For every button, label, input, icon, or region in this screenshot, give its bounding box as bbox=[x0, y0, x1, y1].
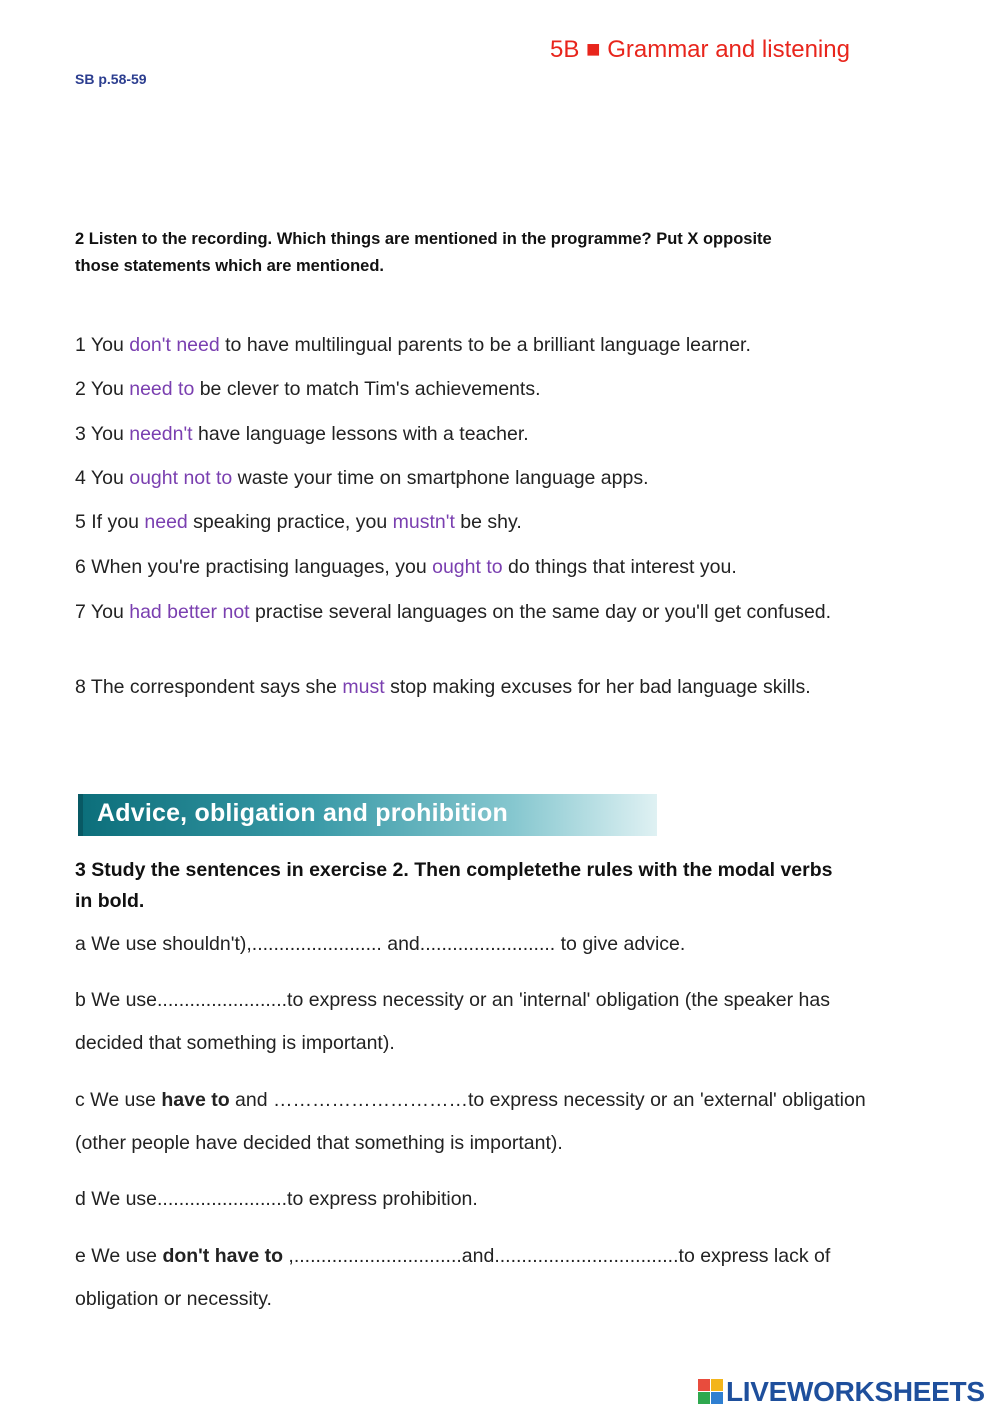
sentence-text: have language lessons with a teacher. bbox=[192, 423, 529, 445]
logo-squares-icon bbox=[698, 1379, 724, 1405]
exercise-2-instruction-line-2: those statements which are mentioned. bbox=[75, 257, 384, 275]
rule-text: c We use bbox=[75, 1089, 162, 1111]
page-title: 5B ■ Grammar and listening bbox=[550, 36, 850, 63]
section-banner bbox=[78, 794, 657, 836]
modal-verb: needn't bbox=[129, 423, 193, 445]
rule-b-line-1: b We use........................to express necessity or an 'internal' obligation (the speaker has bbox=[75, 989, 830, 1011]
sentence-1 bbox=[75, 330, 835, 360]
sentence-text: be shy. bbox=[454, 511, 522, 533]
rule-a: a We use shouldn't),........................ and......................... to give advice. bbox=[75, 933, 686, 955]
modal-verb: need bbox=[144, 511, 188, 533]
modal-verb: had better not bbox=[129, 601, 250, 623]
student-book-reference: SB p.58-59 bbox=[75, 71, 147, 87]
sentence-6 bbox=[75, 552, 835, 582]
sentence-text: 5 If you bbox=[75, 511, 145, 533]
sentence-text: stop making excuses for her bad language skills. bbox=[384, 676, 811, 698]
modal-verb: mustn't bbox=[392, 511, 455, 533]
sentence-text: 1 You bbox=[75, 334, 130, 356]
sentence-text: 6 When you're practising languages, you bbox=[75, 556, 433, 578]
sentence-text: 3 You bbox=[75, 423, 130, 445]
rule-e bbox=[75, 1235, 935, 1321]
sentence-8 bbox=[75, 672, 835, 702]
modal-verb: ought to bbox=[432, 556, 503, 578]
exercise-2-instruction-line-1: 2 Listen to the recording. Which things are mentioned in the programme? Put X opposite bbox=[75, 230, 772, 248]
rule-e-line-2: obligation or necessity. bbox=[75, 1288, 272, 1310]
rule-text: ,...............................and..................................to express lack of bbox=[283, 1245, 831, 1267]
sentence-5 bbox=[75, 507, 835, 537]
exercise-3-instruction: 3 Study the sentences in exercise 2. Then completethe rules with the modal verbs in bold. bbox=[75, 859, 833, 912]
section-banner-title: Advice, obligation and prohibition bbox=[97, 799, 508, 827]
rule-b-line-2: decided that something is important). bbox=[75, 1032, 395, 1054]
modal-verb: don't need bbox=[129, 334, 220, 356]
modal-verb: need to bbox=[129, 378, 195, 400]
sentence-text: do things that interest you. bbox=[502, 556, 737, 578]
sentence-7 bbox=[75, 597, 835, 627]
rule-text: and …………………………to express necessity or an 'external' obligation bbox=[229, 1089, 866, 1111]
modal-bold: have to bbox=[161, 1089, 230, 1111]
sentence-3 bbox=[75, 419, 835, 449]
sentence-text: be clever to match Tim's achievements. bbox=[194, 378, 541, 400]
liveworksheets-logo bbox=[698, 1376, 985, 1410]
rule-c-line-2: (other people have decided that something is important). bbox=[75, 1132, 563, 1154]
modal-verb: ought not to bbox=[129, 467, 233, 489]
modal-verb: must bbox=[342, 676, 385, 698]
sentence-text: speaking practice, you bbox=[187, 511, 393, 533]
sentence-text: 8 The correspondent says she bbox=[75, 676, 343, 698]
rule-b bbox=[75, 979, 935, 1065]
logo-text: LIVEWORKSHEETS bbox=[726, 1376, 985, 1407]
exercise-2-instruction bbox=[75, 226, 935, 280]
modal-bold: don't have to bbox=[162, 1245, 283, 1267]
rule-e-line-1 bbox=[75, 1235, 935, 1278]
sentence-text: 2 You bbox=[75, 378, 130, 400]
sentence-text: 4 You bbox=[75, 467, 130, 489]
sentence-text: practise several languages on the same day or you'll get confused. bbox=[249, 601, 832, 623]
rule-text: e We use bbox=[75, 1245, 163, 1267]
sentence-text: to have multilingual parents to be a brilliant language learner. bbox=[219, 334, 751, 356]
sentence-text: 7 You bbox=[75, 601, 130, 623]
rule-c-line-1 bbox=[75, 1079, 935, 1122]
sentence-text: waste your time on smartphone language apps. bbox=[232, 467, 649, 489]
rule-d: d We use........................to express prohibition. bbox=[75, 1188, 478, 1210]
sentence-4 bbox=[75, 463, 835, 493]
sentence-2 bbox=[75, 374, 835, 404]
rule-c bbox=[75, 1079, 935, 1165]
